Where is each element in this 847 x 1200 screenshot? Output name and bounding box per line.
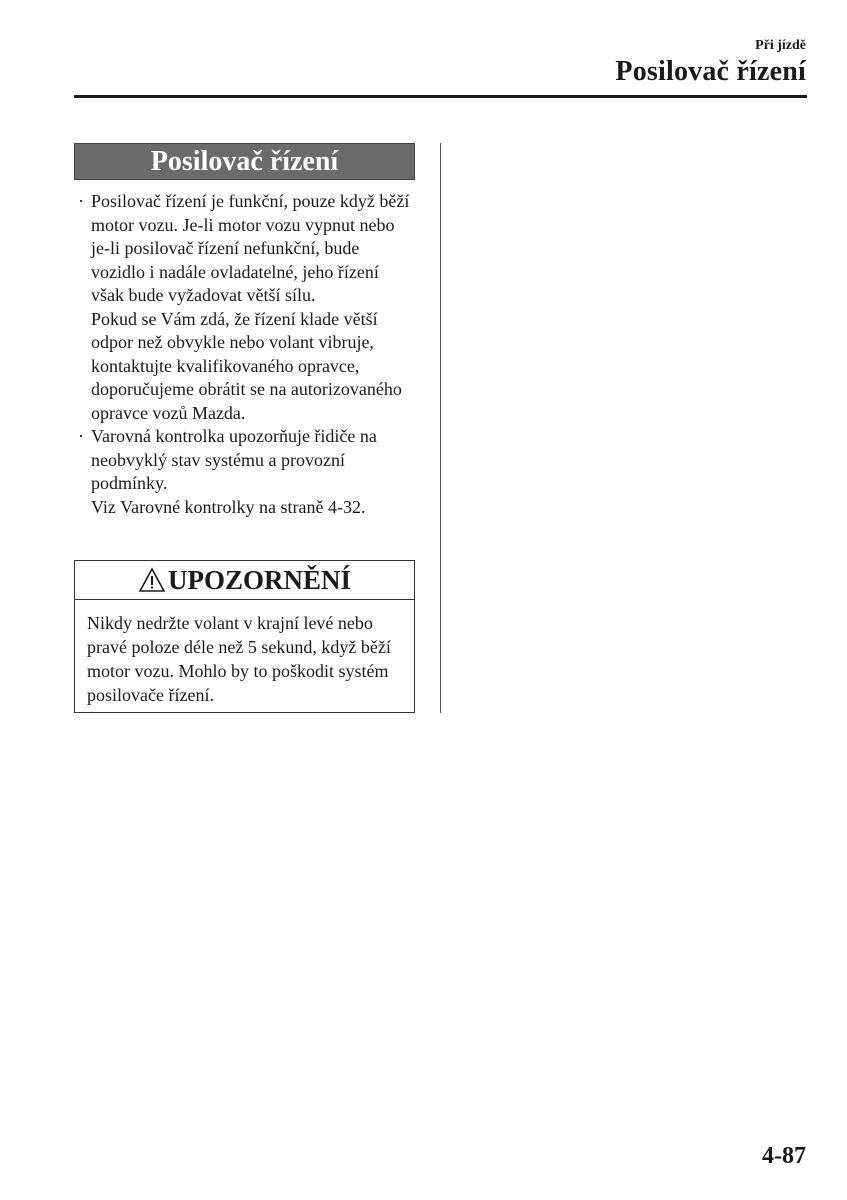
paragraph: Varovná kontrolka upozorňuje řidiče na neobvyklý stav systému a provozní podmínky.	[91, 426, 377, 493]
list-item	[76, 425, 416, 519]
column-divider	[440, 143, 441, 713]
warning-title: UPOZORNĚNÍ	[167, 564, 351, 595]
list-item	[76, 190, 416, 425]
warning-box	[74, 560, 415, 713]
paragraph: Viz Varovné kontrolky na straně 4-32.	[91, 496, 366, 517]
bullet-dot-icon: ·	[78, 191, 84, 211]
warning-text: Nikdy nedržte volant v krajní levé nebo pravé poloze déle než 5 sekund, když běží motor vozu. Mohlo by to poškodit systém posilovače řízení.	[87, 613, 391, 705]
page-number: 4-87	[762, 1143, 806, 1169]
warning-triangle-icon	[138, 567, 166, 593]
section-heading: Posilovač řízení	[74, 143, 415, 180]
paragraph: Pokud se Vám zdá, že řízení klade větší odpor než obvykle nebo volant vibruje, kontaktujte kvalifikovaného opravce, doporučujeme obrátit se na autorizovaného opravce vozů Mazda.	[91, 308, 402, 423]
warning-header	[75, 561, 414, 600]
header-divider	[74, 95, 807, 98]
chapter-label: Při jízdě	[755, 38, 806, 53]
bullet-list	[76, 190, 416, 519]
bullet-dot-icon: ·	[78, 426, 84, 446]
page-title: Posilovač řízení	[615, 56, 806, 87]
paragraph: Posilovač řízení je funkční, pouze když běží motor vozu. Je-li motor vozu vypnut nebo je-li posilovač řízení nefunkční, bude vozidlo i nadále ovladatelné, jeho řízení však bude vyžadovat větší sílu.	[91, 191, 410, 305]
